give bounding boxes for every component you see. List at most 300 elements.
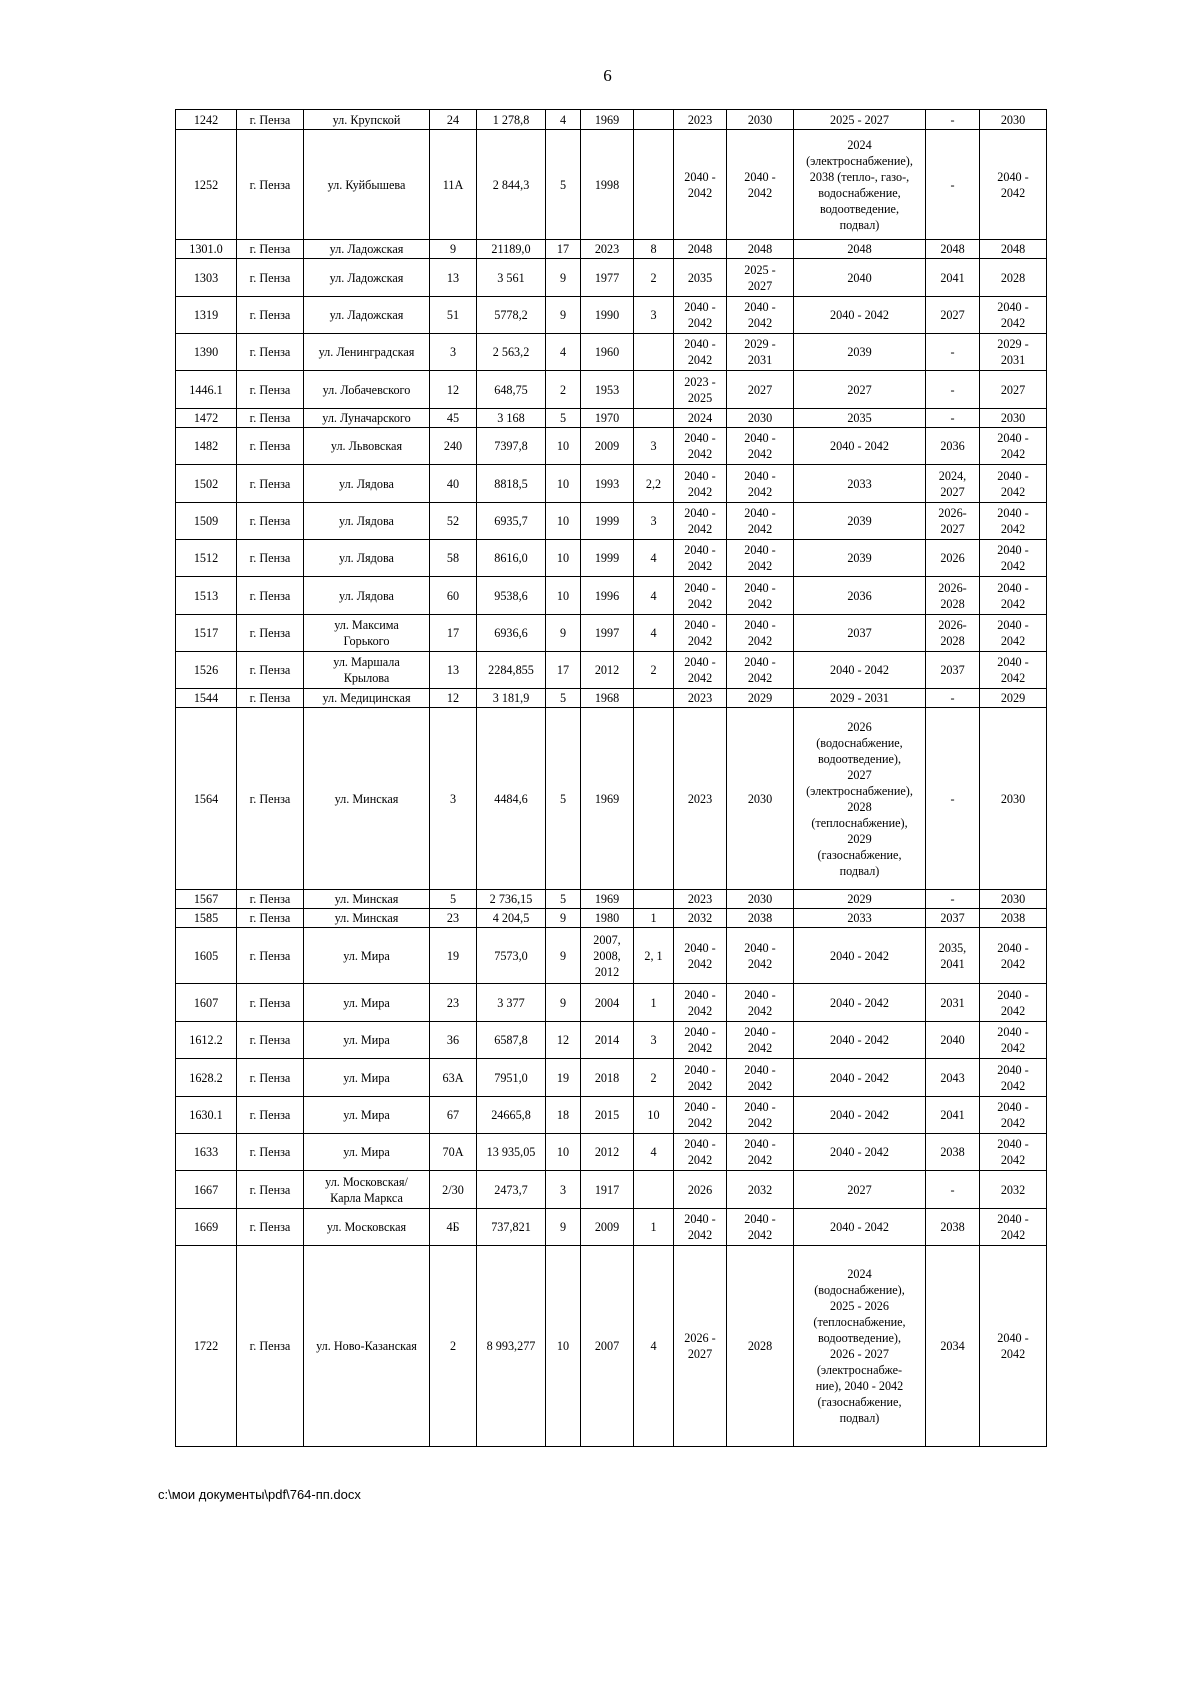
table-row	[176, 130, 1047, 240]
cell-street: ул. Максима Горького	[304, 615, 430, 652]
cell-city: г. Пенза	[237, 1134, 304, 1171]
cell-city: г. Пенза	[237, 1209, 304, 1246]
cell-house-number: 11А	[430, 130, 477, 240]
cell-roof-repair: 2026	[674, 1171, 727, 1209]
table-row	[176, 259, 1047, 297]
cell-city: г. Пенза	[237, 1097, 304, 1134]
cell-utilities-repair: 2039	[794, 540, 926, 577]
cell-basement-repair: 2040 - 2042	[980, 577, 1047, 615]
cell-roof-repair: 2040 - 2042	[674, 1209, 727, 1246]
housing-registry-table	[175, 109, 1047, 1447]
cell-house-number: 2/30	[430, 1171, 477, 1209]
cell-roof-repair: 2023 - 2025	[674, 371, 727, 409]
cell-street: ул. Медицинская	[304, 689, 430, 708]
cell-area: 13 935,05	[477, 1134, 546, 1171]
cell-floors: 10	[546, 428, 581, 465]
table-row	[176, 1059, 1047, 1097]
cell-year-built: 1970	[581, 409, 634, 428]
cell-utilities-repair: 2048	[794, 240, 926, 259]
cell-object-id: 1612.2	[176, 1022, 237, 1059]
cell-facade-repair: 2040 - 2042	[727, 928, 794, 984]
cell-house-number: 12	[430, 371, 477, 409]
cell-basement-repair: 2040 - 2042	[980, 615, 1047, 652]
cell-object-id: 1482	[176, 428, 237, 465]
cell-basement-repair: 2029 - 2031	[980, 334, 1047, 371]
cell-elevator-repair: -	[926, 708, 980, 890]
cell-roof-repair: 2040 - 2042	[674, 1022, 727, 1059]
table-row	[176, 1171, 1047, 1209]
cell-utilities-repair: 2033	[794, 465, 926, 503]
cell-area: 21189,0	[477, 240, 546, 259]
cell-basement-repair: 2040 - 2042	[980, 130, 1047, 240]
cell-street: ул. Мира	[304, 984, 430, 1022]
cell-street: ул. Ладожская	[304, 259, 430, 297]
cell-entrances: 4	[634, 615, 674, 652]
cell-object-id: 1607	[176, 984, 237, 1022]
cell-street: ул. Мира	[304, 1022, 430, 1059]
cell-elevator-repair: 2048	[926, 240, 980, 259]
cell-utilities-repair: 2035	[794, 409, 926, 428]
cell-basement-repair: 2040 - 2042	[980, 1246, 1047, 1447]
cell-year-built: 1993	[581, 465, 634, 503]
cell-entrances: 2	[634, 652, 674, 689]
cell-house-number: 3	[430, 334, 477, 371]
cell-utilities-repair: 2029	[794, 890, 926, 909]
cell-roof-repair: 2040 - 2042	[674, 577, 727, 615]
table-row	[176, 652, 1047, 689]
cell-house-number: 51	[430, 297, 477, 334]
cell-city: г. Пенза	[237, 371, 304, 409]
cell-area: 3 181,9	[477, 689, 546, 708]
cell-roof-repair: 2040 - 2042	[674, 1097, 727, 1134]
cell-floors: 17	[546, 652, 581, 689]
cell-utilities-repair: 2040 - 2042	[794, 1022, 926, 1059]
cell-floors: 10	[546, 1246, 581, 1447]
table-row	[176, 928, 1047, 984]
cell-utilities-repair: 2029 - 2031	[794, 689, 926, 708]
cell-street: ул. Московская	[304, 1209, 430, 1246]
cell-street: ул. Лобачевского	[304, 371, 430, 409]
cell-floors: 9	[546, 297, 581, 334]
cell-area: 8818,5	[477, 465, 546, 503]
cell-area: 8 993,277	[477, 1246, 546, 1447]
cell-house-number: 58	[430, 540, 477, 577]
cell-entrances: 2	[634, 1059, 674, 1097]
cell-entrances	[634, 409, 674, 428]
cell-elevator-repair: 2041	[926, 259, 980, 297]
cell-elevator-repair: -	[926, 409, 980, 428]
cell-basement-repair: 2030	[980, 409, 1047, 428]
cell-floors: 19	[546, 1059, 581, 1097]
cell-utilities-repair: 2036	[794, 577, 926, 615]
cell-street: ул. Ладожская	[304, 297, 430, 334]
cell-basement-repair: 2040 - 2042	[980, 652, 1047, 689]
cell-facade-repair: 2028	[727, 1246, 794, 1447]
cell-street: ул. Мира	[304, 1059, 430, 1097]
cell-elevator-repair: -	[926, 371, 980, 409]
cell-city: г. Пенза	[237, 909, 304, 928]
cell-street: ул. Лядова	[304, 465, 430, 503]
cell-roof-repair: 2040 - 2042	[674, 928, 727, 984]
cell-basement-repair: 2040 - 2042	[980, 1097, 1047, 1134]
cell-floors: 12	[546, 1022, 581, 1059]
cell-house-number: 9	[430, 240, 477, 259]
cell-area: 6587,8	[477, 1022, 546, 1059]
cell-entrances	[634, 130, 674, 240]
cell-object-id: 1567	[176, 890, 237, 909]
cell-elevator-repair: 2037	[926, 909, 980, 928]
cell-basement-repair: 2040 - 2042	[980, 1134, 1047, 1171]
cell-entrances: 8	[634, 240, 674, 259]
cell-utilities-repair: 2027	[794, 1171, 926, 1209]
cell-object-id: 1517	[176, 615, 237, 652]
cell-object-id: 1303	[176, 259, 237, 297]
cell-city: г. Пенза	[237, 890, 304, 909]
cell-city: г. Пенза	[237, 577, 304, 615]
table-row	[176, 1209, 1047, 1246]
cell-roof-repair: 2026 - 2027	[674, 1246, 727, 1447]
cell-area: 6935,7	[477, 503, 546, 540]
cell-floors: 10	[546, 577, 581, 615]
cell-basement-repair: 2040 - 2042	[980, 1209, 1047, 1246]
cell-facade-repair: 2040 - 2042	[727, 1134, 794, 1171]
cell-house-number: 5	[430, 890, 477, 909]
cell-house-number: 36	[430, 1022, 477, 1059]
cell-city: г. Пенза	[237, 428, 304, 465]
cell-area: 7951,0	[477, 1059, 546, 1097]
cell-entrances: 1	[634, 984, 674, 1022]
cell-object-id: 1630.1	[176, 1097, 237, 1134]
cell-elevator-repair: -	[926, 110, 980, 130]
cell-facade-repair: 2030	[727, 890, 794, 909]
cell-basement-repair: 2030	[980, 890, 1047, 909]
cell-entrances: 4	[634, 540, 674, 577]
cell-city: г. Пенза	[237, 540, 304, 577]
cell-basement-repair: 2040 - 2042	[980, 540, 1047, 577]
cell-entrances: 3	[634, 428, 674, 465]
cell-year-built: 1953	[581, 371, 634, 409]
cell-city: г. Пенза	[237, 409, 304, 428]
cell-year-built: 1996	[581, 577, 634, 615]
cell-facade-repair: 2025 - 2027	[727, 259, 794, 297]
cell-facade-repair: 2040 - 2042	[727, 1059, 794, 1097]
cell-entrances: 2, 1	[634, 928, 674, 984]
cell-area: 3 561	[477, 259, 546, 297]
cell-house-number: 24	[430, 110, 477, 130]
cell-elevator-repair: 2027	[926, 297, 980, 334]
table-row	[176, 909, 1047, 928]
table-row	[176, 708, 1047, 890]
cell-floors: 9	[546, 928, 581, 984]
cell-street: ул. Маршала Крылова	[304, 652, 430, 689]
cell-entrances: 1	[634, 1209, 674, 1246]
table-row	[176, 577, 1047, 615]
cell-elevator-repair: 2038	[926, 1134, 980, 1171]
cell-area: 2473,7	[477, 1171, 546, 1209]
cell-object-id: 1628.2	[176, 1059, 237, 1097]
cell-object-id: 1722	[176, 1246, 237, 1447]
cell-year-built: 2009	[581, 1209, 634, 1246]
cell-facade-repair: 2032	[727, 1171, 794, 1209]
cell-floors: 10	[546, 465, 581, 503]
table-row	[176, 1246, 1047, 1447]
cell-city: г. Пенза	[237, 240, 304, 259]
cell-roof-repair: 2040 - 2042	[674, 130, 727, 240]
cell-city: г. Пенза	[237, 1246, 304, 1447]
cell-basement-repair: 2028	[980, 259, 1047, 297]
cell-roof-repair: 2040 - 2042	[674, 297, 727, 334]
cell-utilities-repair: 2040 - 2042	[794, 428, 926, 465]
cell-roof-repair: 2023	[674, 708, 727, 890]
cell-city: г. Пенза	[237, 110, 304, 130]
cell-utilities-repair: 2039	[794, 503, 926, 540]
cell-entrances	[634, 110, 674, 130]
cell-area: 2 736,15	[477, 890, 546, 909]
cell-street: ул. Мира	[304, 1097, 430, 1134]
cell-house-number: 19	[430, 928, 477, 984]
cell-street: ул. Лядова	[304, 577, 430, 615]
cell-roof-repair: 2040 - 2042	[674, 984, 727, 1022]
cell-elevator-repair: 2040	[926, 1022, 980, 1059]
cell-entrances	[634, 1171, 674, 1209]
cell-house-number: 12	[430, 689, 477, 708]
cell-year-built: 1998	[581, 130, 634, 240]
cell-city: г. Пенза	[237, 1022, 304, 1059]
cell-entrances: 4	[634, 577, 674, 615]
cell-utilities-repair: 2040 - 2042	[794, 297, 926, 334]
cell-elevator-repair: -	[926, 334, 980, 371]
cell-city: г. Пенза	[237, 615, 304, 652]
table-row	[176, 689, 1047, 708]
cell-entrances: 4	[634, 1134, 674, 1171]
cell-city: г. Пенза	[237, 1171, 304, 1209]
cell-street: ул. Минская	[304, 708, 430, 890]
cell-elevator-repair: 2026- 2028	[926, 615, 980, 652]
cell-elevator-repair: -	[926, 1171, 980, 1209]
cell-utilities-repair: 2027	[794, 371, 926, 409]
table-row	[176, 890, 1047, 909]
cell-object-id: 1472	[176, 409, 237, 428]
cell-object-id: 1242	[176, 110, 237, 130]
cell-street: ул. Крупской	[304, 110, 430, 130]
cell-object-id: 1526	[176, 652, 237, 689]
cell-area: 7397,8	[477, 428, 546, 465]
cell-area: 2284,855	[477, 652, 546, 689]
cell-city: г. Пенза	[237, 652, 304, 689]
cell-elevator-repair: 2031	[926, 984, 980, 1022]
cell-house-number: 2	[430, 1246, 477, 1447]
cell-floors: 9	[546, 984, 581, 1022]
cell-utilities-repair: 2040 - 2042	[794, 1209, 926, 1246]
cell-street: ул. Куйбышева	[304, 130, 430, 240]
cell-facade-repair: 2040 - 2042	[727, 130, 794, 240]
cell-object-id: 1605	[176, 928, 237, 984]
cell-year-built: 1969	[581, 110, 634, 130]
cell-object-id: 1319	[176, 297, 237, 334]
cell-utilities-repair: 2037	[794, 615, 926, 652]
cell-basement-repair: 2040 - 2042	[980, 928, 1047, 984]
cell-utilities-repair: 2040 - 2042	[794, 928, 926, 984]
cell-street: ул. Ленинградская	[304, 334, 430, 371]
cell-object-id: 1502	[176, 465, 237, 503]
cell-floors: 9	[546, 615, 581, 652]
cell-floors: 10	[546, 1134, 581, 1171]
cell-facade-repair: 2040 - 2042	[727, 615, 794, 652]
table-row	[176, 240, 1047, 259]
cell-basement-repair: 2029	[980, 689, 1047, 708]
cell-elevator-repair: 2026- 2028	[926, 577, 980, 615]
cell-facade-repair: 2040 - 2042	[727, 540, 794, 577]
cell-basement-repair: 2040 - 2042	[980, 465, 1047, 503]
cell-basement-repair: 2040 - 2042	[980, 297, 1047, 334]
cell-object-id: 1564	[176, 708, 237, 890]
cell-city: г. Пенза	[237, 1059, 304, 1097]
cell-elevator-repair: 2038	[926, 1209, 980, 1246]
cell-elevator-repair: 2036	[926, 428, 980, 465]
cell-facade-repair: 2040 - 2042	[727, 577, 794, 615]
cell-street: ул. Мира	[304, 1134, 430, 1171]
cell-entrances: 2	[634, 259, 674, 297]
cell-utilities-repair: 2024 (электроснабжение), 2038 (тепло-, газо-, водоснабжение, водоотведение, подвал)	[794, 130, 926, 240]
cell-facade-repair: 2040 - 2042	[727, 1022, 794, 1059]
cell-entrances	[634, 689, 674, 708]
cell-utilities-repair: 2033	[794, 909, 926, 928]
cell-floors: 9	[546, 909, 581, 928]
cell-year-built: 2012	[581, 1134, 634, 1171]
cell-year-built: 2023	[581, 240, 634, 259]
cell-utilities-repair: 2040	[794, 259, 926, 297]
cell-facade-repair: 2038	[727, 909, 794, 928]
cell-object-id: 1252	[176, 130, 237, 240]
document-file-path: c:\мои документы\pdf\764-пп.docx	[158, 1487, 361, 1502]
cell-facade-repair: 2030	[727, 409, 794, 428]
cell-area: 4 204,5	[477, 909, 546, 928]
cell-house-number: 45	[430, 409, 477, 428]
cell-utilities-repair: 2040 - 2042	[794, 984, 926, 1022]
cell-year-built: 1980	[581, 909, 634, 928]
cell-year-built: 2009	[581, 428, 634, 465]
cell-floors: 5	[546, 708, 581, 890]
cell-object-id: 1667	[176, 1171, 237, 1209]
cell-year-built: 2007	[581, 1246, 634, 1447]
cell-street: ул. Мира	[304, 928, 430, 984]
cell-floors: 9	[546, 1209, 581, 1246]
cell-roof-repair: 2024	[674, 409, 727, 428]
cell-basement-repair: 2027	[980, 371, 1047, 409]
cell-floors: 10	[546, 503, 581, 540]
cell-entrances: 10	[634, 1097, 674, 1134]
page-number: 6	[603, 66, 612, 85]
table-row	[176, 409, 1047, 428]
cell-utilities-repair: 2025 - 2027	[794, 110, 926, 130]
cell-facade-repair: 2040 - 2042	[727, 503, 794, 540]
cell-facade-repair: 2048	[727, 240, 794, 259]
cell-roof-repair: 2035	[674, 259, 727, 297]
cell-basement-repair: 2040 - 2042	[980, 1022, 1047, 1059]
cell-elevator-repair: 2034	[926, 1246, 980, 1447]
cell-utilities-repair: 2024 (водоснабжение), 2025 - 2026 (теплоснабжение, водоотведение), 2026 - 2027 (электроснабже- ние), 2040 - 2042 (газоснабжение, подвал)	[794, 1246, 926, 1447]
cell-basement-repair: 2048	[980, 240, 1047, 259]
cell-utilities-repair: 2026 (водоснабжение, водоотведение), 2027 (электроснабжение), 2028 (теплоснабжение), 2029 (газоснабжение, подвал)	[794, 708, 926, 890]
cell-city: г. Пенза	[237, 334, 304, 371]
cell-house-number: 40	[430, 465, 477, 503]
cell-street: ул. Минская	[304, 909, 430, 928]
cell-roof-repair: 2040 - 2042	[674, 428, 727, 465]
cell-roof-repair: 2040 - 2042	[674, 1059, 727, 1097]
cell-house-number: 240	[430, 428, 477, 465]
cell-year-built: 2015	[581, 1097, 634, 1134]
cell-area: 5778,2	[477, 297, 546, 334]
cell-area: 2 844,3	[477, 130, 546, 240]
cell-facade-repair: 2040 - 2042	[727, 1097, 794, 1134]
cell-utilities-repair: 2040 - 2042	[794, 1134, 926, 1171]
cell-year-built: 1969	[581, 708, 634, 890]
cell-entrances	[634, 890, 674, 909]
cell-elevator-repair: 2035, 2041	[926, 928, 980, 984]
cell-house-number: 60	[430, 577, 477, 615]
cell-area: 1 278,8	[477, 110, 546, 130]
cell-floors: 5	[546, 409, 581, 428]
cell-street: ул. Лядова	[304, 503, 430, 540]
cell-year-built: 2014	[581, 1022, 634, 1059]
cell-facade-repair: 2040 - 2042	[727, 428, 794, 465]
cell-object-id: 1446.1	[176, 371, 237, 409]
cell-basement-repair: 2040 - 2042	[980, 428, 1047, 465]
cell-house-number: 13	[430, 259, 477, 297]
cell-facade-repair: 2030	[727, 110, 794, 130]
table-row	[176, 334, 1047, 371]
cell-elevator-repair: 2043	[926, 1059, 980, 1097]
cell-floors: 10	[546, 540, 581, 577]
cell-entrances: 3	[634, 503, 674, 540]
table-row	[176, 1097, 1047, 1134]
cell-street: ул. Ново-Казанская	[304, 1246, 430, 1447]
cell-year-built: 2004	[581, 984, 634, 1022]
cell-floors: 5	[546, 689, 581, 708]
cell-facade-repair: 2027	[727, 371, 794, 409]
cell-elevator-repair: 2024, 2027	[926, 465, 980, 503]
cell-basement-repair: 2040 - 2042	[980, 1059, 1047, 1097]
cell-house-number: 13	[430, 652, 477, 689]
cell-object-id: 1544	[176, 689, 237, 708]
cell-city: г. Пенза	[237, 465, 304, 503]
cell-street: ул. Луначарского	[304, 409, 430, 428]
cell-elevator-repair: 2041	[926, 1097, 980, 1134]
cell-house-number: 52	[430, 503, 477, 540]
cell-year-built: 2012	[581, 652, 634, 689]
table-row	[176, 371, 1047, 409]
cell-basement-repair: 2040 - 2042	[980, 503, 1047, 540]
cell-roof-repair: 2040 - 2042	[674, 465, 727, 503]
cell-elevator-repair: 2026	[926, 540, 980, 577]
table-row	[176, 110, 1047, 130]
cell-roof-repair: 2040 - 2042	[674, 334, 727, 371]
cell-facade-repair: 2030	[727, 708, 794, 890]
table-row	[176, 984, 1047, 1022]
cell-city: г. Пенза	[237, 928, 304, 984]
cell-house-number: 23	[430, 909, 477, 928]
cell-facade-repair: 2040 - 2042	[727, 1209, 794, 1246]
cell-street: ул. Ладожская	[304, 240, 430, 259]
cell-facade-repair: 2040 - 2042	[727, 465, 794, 503]
cell-house-number: 3	[430, 708, 477, 890]
cell-house-number: 67	[430, 1097, 477, 1134]
cell-roof-repair: 2040 - 2042	[674, 615, 727, 652]
cell-elevator-repair: 2037	[926, 652, 980, 689]
cell-entrances: 1	[634, 909, 674, 928]
cell-street: ул. Минская	[304, 890, 430, 909]
cell-elevator-repair: 2026- 2027	[926, 503, 980, 540]
